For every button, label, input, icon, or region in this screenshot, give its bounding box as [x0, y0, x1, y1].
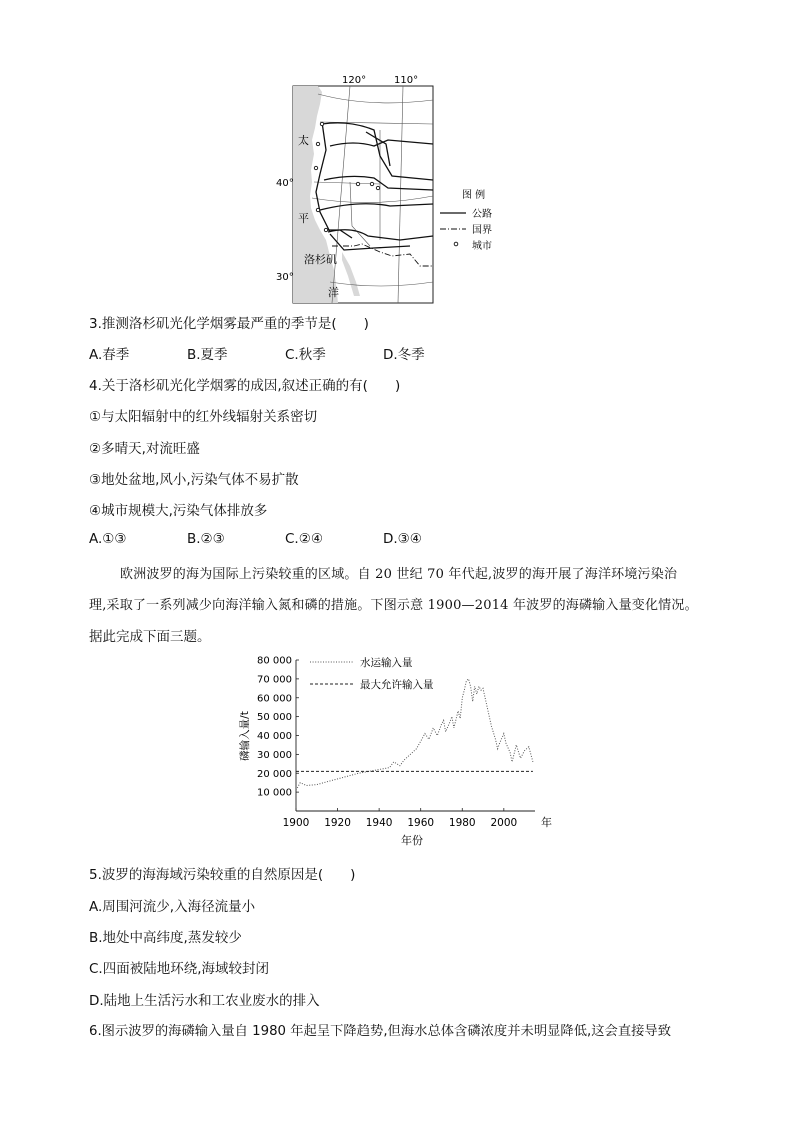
- y-tick-label: 50 000: [257, 712, 292, 724]
- y-tick-label: 60 000: [257, 693, 292, 705]
- y-tick-label: 70 000: [257, 674, 292, 686]
- y-tick-label: 10 000: [257, 787, 292, 799]
- q4-item-1: ①与太阳辐射中的红外线辐射关系密切: [89, 409, 318, 425]
- q4-option-a[interactable]: A.①③: [89, 531, 127, 547]
- q4-stem: 4.关于洛杉矶光化学烟雾的成因,叙述正确的有( ): [89, 378, 401, 394]
- passage-line-2: 理,采取了一系列减少向海洋输入氮和磷的措施。下图示意 1900—2014 年波罗的海磷输入量变化情况。: [89, 598, 698, 613]
- x-axis-unit: 年: [541, 816, 552, 829]
- x-tick-label: 1900: [282, 817, 310, 829]
- q5-option-b[interactable]: B.地处中高纬度,蒸发较少: [89, 930, 242, 946]
- q4-item-3: ③地处盆地,风小,污染气体不易扩散: [89, 472, 299, 488]
- x-axis-title: 年份: [401, 834, 423, 847]
- map-legend: [440, 188, 492, 252]
- lon-label-120: 120°: [342, 75, 367, 86]
- x-tick-label: 1920: [324, 817, 351, 829]
- chart-legend: [310, 656, 434, 691]
- q5-option-a[interactable]: A.周围河流少,入海径流量小: [89, 899, 256, 915]
- phosphorus-chart: [230, 648, 570, 850]
- q6-stem: 6.图示波罗的海磷输入量自 1980 年起呈下降趋势,但海水总体含磷浓度并未明显降低,这会直接导致: [89, 1024, 672, 1039]
- y-axis-title: 磷输入量/t: [239, 711, 251, 761]
- legend-city: 城市: [472, 241, 492, 252]
- q5-stem: 5.波罗的海海域污染较重的自然原因是( ): [89, 867, 356, 883]
- q5-option-d[interactable]: D.陆地上生活污水和工农业废水的排入: [89, 993, 320, 1009]
- y-tick-label: 40 000: [257, 731, 292, 742]
- ocean-label-yang: 洋: [328, 286, 339, 299]
- map-frame: [293, 86, 433, 303]
- ocean-label-ping: 平: [298, 212, 309, 225]
- lon-label-110: 110°: [394, 75, 419, 86]
- la-map-figure: [270, 70, 510, 306]
- q4-option-b[interactable]: B.②③: [187, 531, 225, 547]
- q4-option-d[interactable]: D.③④: [383, 531, 422, 547]
- legend-title: 图 例: [462, 190, 486, 201]
- legend-series-max: 最大允许输入量: [360, 679, 434, 691]
- q3-stem: 3.推测洛杉矶光化学烟雾最严重的季节是( ): [89, 316, 369, 332]
- lat-label-40: 40°: [276, 178, 294, 189]
- x-tick-label: 1940: [365, 817, 393, 829]
- legend-border: 国界: [472, 225, 492, 236]
- q4-option-c[interactable]: C.②④: [285, 531, 323, 547]
- q4-item-2: ②多晴天,对流旺盛: [89, 441, 200, 457]
- x-tick-label: 1960: [407, 817, 435, 829]
- q3-option-d[interactable]: D.冬季: [383, 347, 425, 363]
- legend-series-shipping: 水运输入量: [360, 657, 413, 669]
- q3-option-a[interactable]: A.春季: [89, 347, 130, 363]
- legend-road: 公路: [472, 209, 492, 220]
- y-tick-label: 30 000: [257, 749, 292, 761]
- q3-option-b[interactable]: B.夏季: [187, 347, 228, 363]
- y-tick-label: 80 000: [257, 655, 292, 667]
- passage-line-1: 欧洲波罗的海为国际上污染较重的区域。自 20 世纪 70 年代起,波罗的海开展了海洋环境污染治: [120, 567, 678, 582]
- passage-line-3: 据此完成下面三题。: [89, 629, 211, 645]
- lat-label-30: 30°: [276, 272, 294, 283]
- x-tick-label: 1980: [448, 817, 476, 829]
- ocean-label-tai: 太: [298, 134, 309, 147]
- y-tick-label: 20 000: [257, 768, 292, 780]
- q5-option-c[interactable]: C.四面被陆地环绕,海域较封闭: [89, 961, 270, 977]
- q3-option-c[interactable]: C.秋季: [285, 347, 326, 363]
- q4-item-4: ④城市规模大,污染气体排放多: [89, 503, 268, 519]
- city-label-la: 洛杉矶: [304, 253, 337, 266]
- x-tick-label: 2000: [490, 817, 518, 829]
- series-line-shipping: [296, 679, 533, 790]
